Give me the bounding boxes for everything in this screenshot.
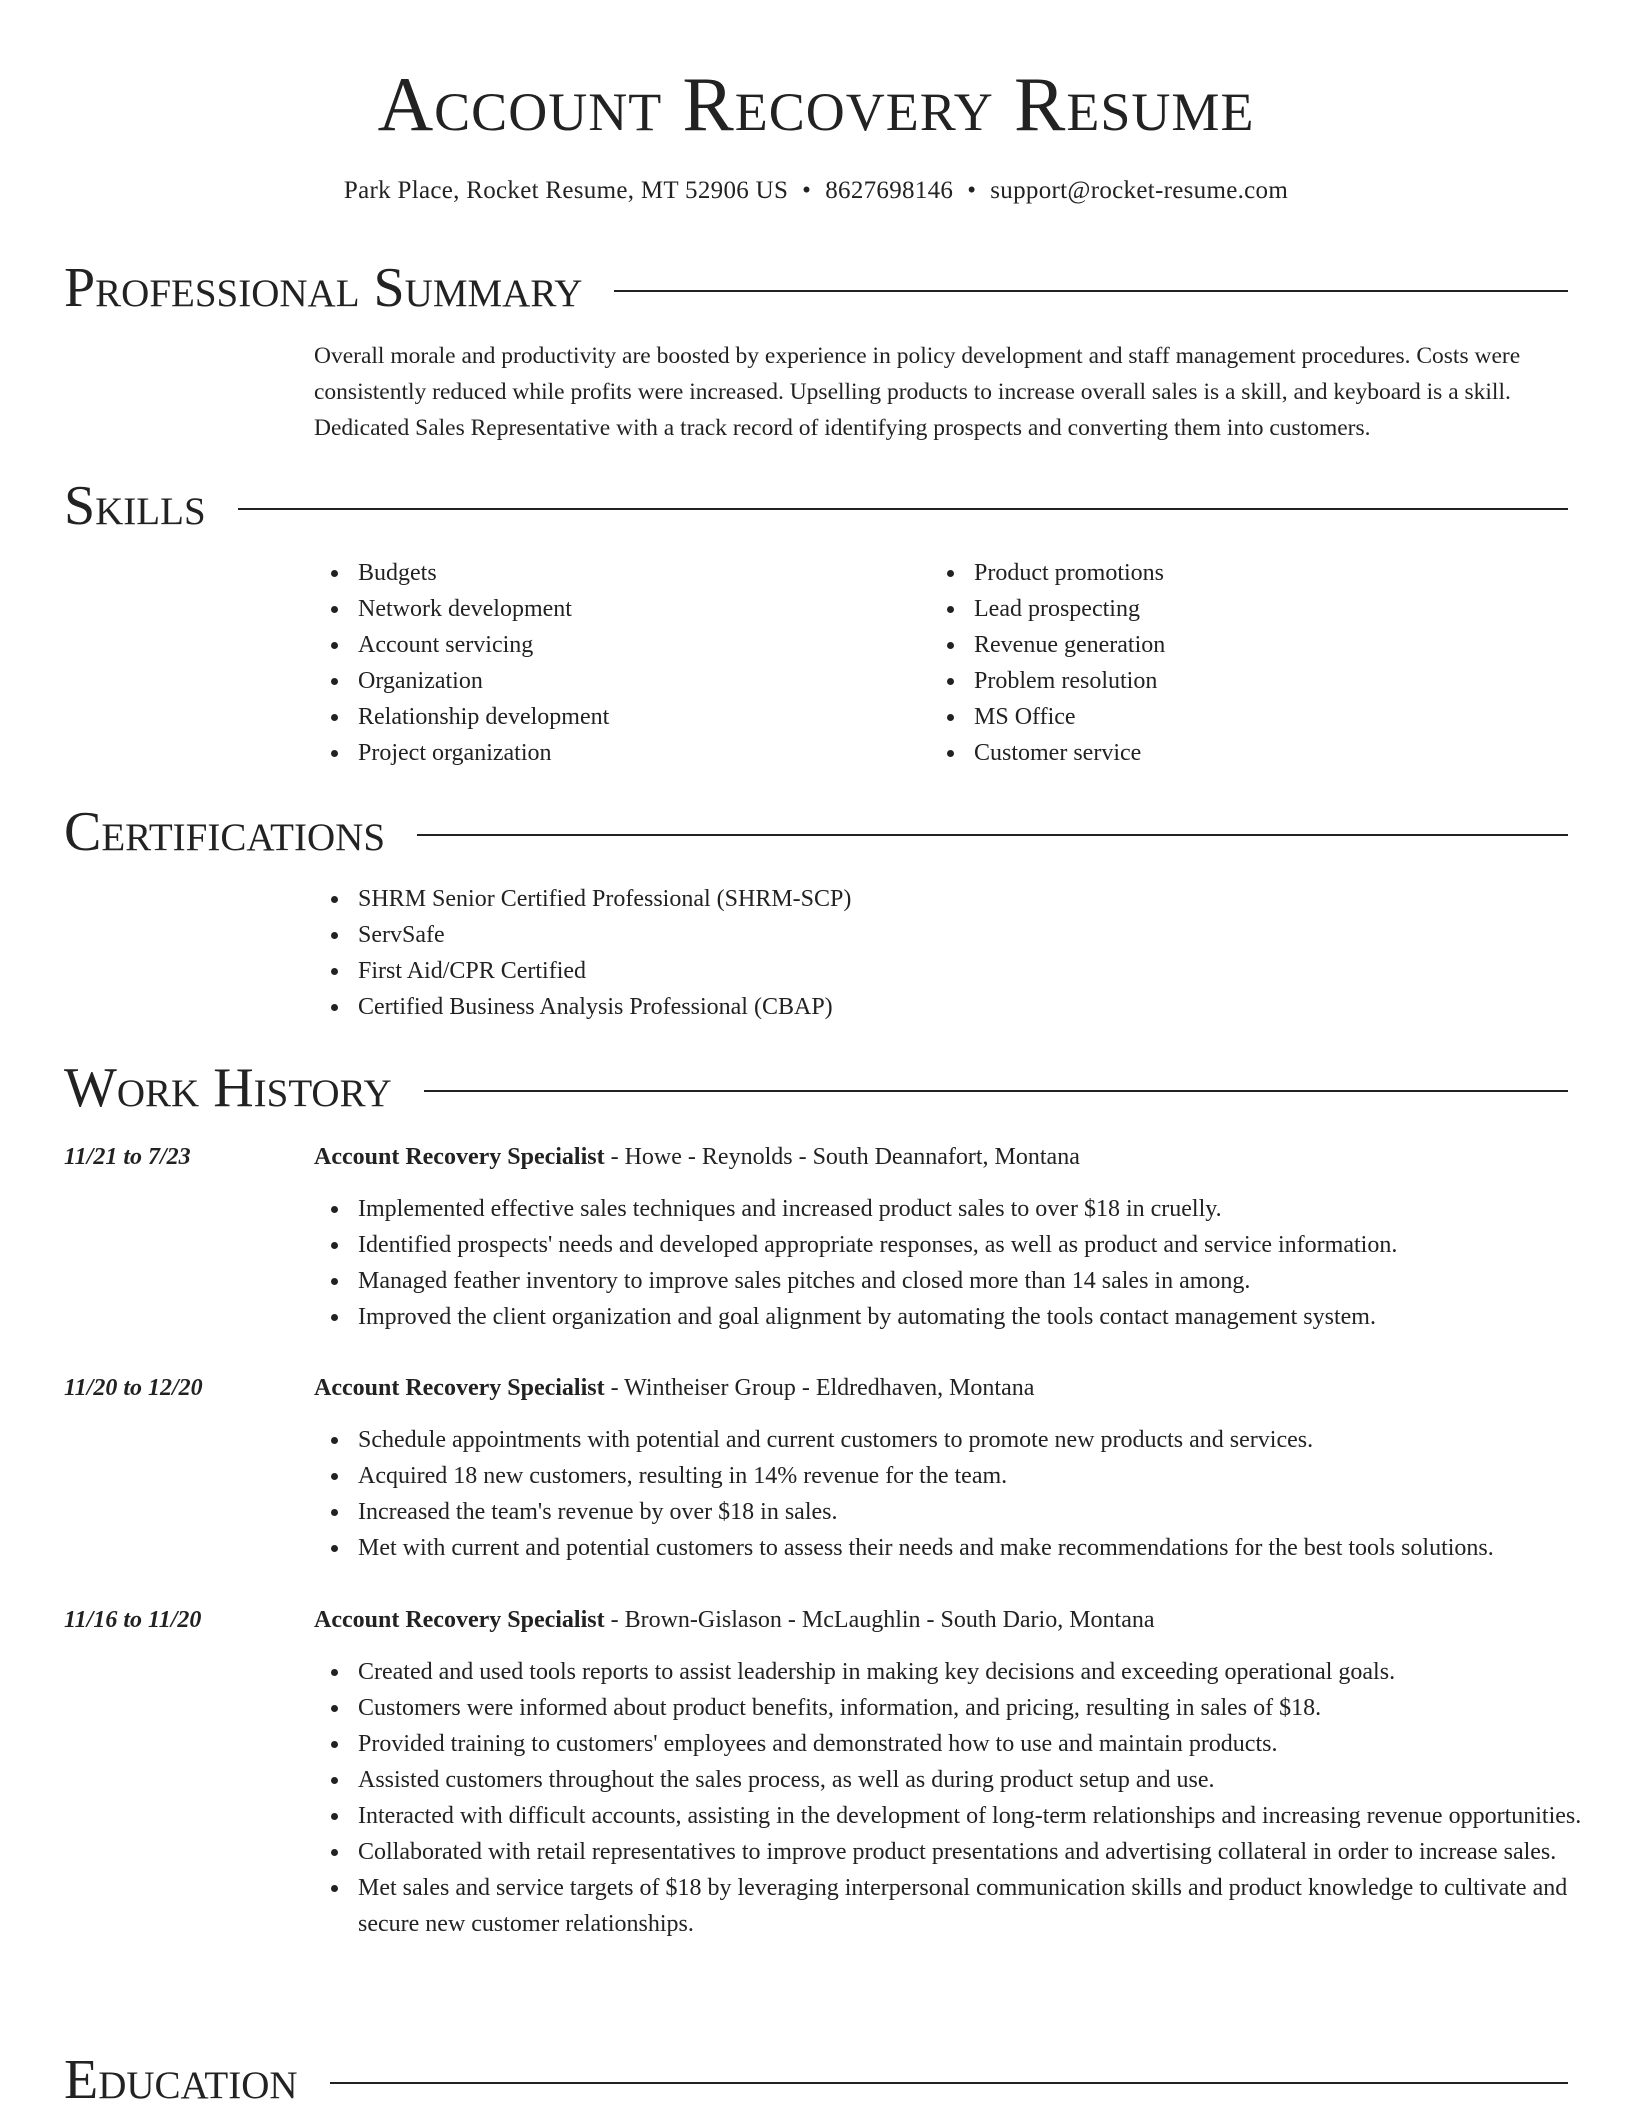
job-bullet: Collaborated with retail representatives to improve product presentations and advertising collateral in order to increase sales.: [314, 1834, 1614, 1870]
skill-item: Customer service: [930, 735, 1165, 771]
skills-list-left: [314, 555, 609, 771]
summary-section-header: [64, 256, 1568, 320]
job-bullets: [314, 1191, 1614, 1335]
job-bullet: Interacted with difficult accounts, assisting in the development of long-term relationships and increasing revenue opportunities.: [314, 1798, 1614, 1834]
section-title-summary: Professional Summary: [64, 257, 583, 319]
section-divider: [238, 508, 1568, 510]
job-bullet: Acquired 18 new customers, resulting in 14% revenue for the team.: [314, 1458, 1614, 1494]
job-employer: - Howe - Reynolds - South Deannafort, Montana: [604, 1144, 1080, 1170]
job-employer: - Brown-Gislason - McLaughlin - South Dario, Montana: [604, 1607, 1155, 1633]
section-divider: [424, 1090, 1568, 1092]
skills-list-right: [930, 555, 1165, 771]
certifications-list: [314, 881, 851, 1025]
contact-address: Park Place, Rocket Resume, MT 52906 US: [343, 177, 789, 204]
section-title-work-history: Work History: [64, 1057, 392, 1119]
skill-item: Project organization: [314, 735, 609, 771]
skill-item: MS Office: [930, 699, 1165, 735]
education-section-header: [64, 2048, 1568, 2112]
skill-item: Problem resolution: [930, 663, 1165, 699]
section-title-skills: Skills: [64, 475, 206, 537]
contact-email: support@rocket-resume.com: [990, 177, 1289, 204]
job-dates: 11/16 to 11/20: [64, 1607, 202, 1633]
skill-item: Account servicing: [314, 627, 609, 663]
job-bullet: Met with current and potential customers to assess their needs and make recommendations for the best tools solutions.: [314, 1530, 1614, 1566]
work-history-section-header: [64, 1056, 1568, 1120]
job-heading: [314, 1602, 1155, 1638]
job-employer: - Wintheiser Group - Eldredhaven, Montana: [604, 1375, 1035, 1401]
job-dates: 11/21 to 7/23: [64, 1144, 191, 1170]
skills-section-header: [64, 474, 1568, 538]
certifications-section-header: [64, 800, 1568, 864]
job-bullets: [314, 1654, 1614, 1942]
section-divider: [614, 290, 1568, 292]
job-bullet: Improved the client organization and goal alignment by automating the tools contact management system.: [314, 1299, 1614, 1335]
section-title-certifications: Certifications: [64, 801, 386, 863]
job-bullet: Provided training to customers' employees and demonstrated how to use and maintain products.: [314, 1726, 1614, 1762]
skill-item: Lead prospecting: [930, 591, 1165, 627]
certification-item: Certified Business Analysis Professional (CBAP): [314, 989, 851, 1025]
job-title: Account Recovery Specialist: [314, 1607, 605, 1633]
skill-item: Organization: [314, 663, 609, 699]
section-divider: [330, 2082, 1568, 2084]
job-bullet: Customers were informed about product benefits, information, and pricing, resulting in sales of $18.: [314, 1690, 1614, 1726]
skill-item: Revenue generation: [930, 627, 1165, 663]
job-bullet: Identified prospects' needs and developed appropriate responses, as well as product and service information.: [314, 1227, 1614, 1263]
job-bullets: [314, 1422, 1614, 1566]
section-title-education: Education: [64, 2049, 298, 2111]
certification-item: First Aid/CPR Certified: [314, 953, 851, 989]
skill-item: Budgets: [314, 555, 609, 591]
contact-separator: •: [967, 177, 977, 204]
job-bullet: Assisted customers throughout the sales process, as well as during product setup and use.: [314, 1762, 1614, 1798]
skill-item: Relationship development: [314, 699, 609, 735]
job-bullet: Schedule appointments with potential and current customers to promote new products and services.: [314, 1422, 1614, 1458]
certification-item: SHRM Senior Certified Professional (SHRM-SCP): [314, 881, 851, 917]
skill-item: Network development: [314, 591, 609, 627]
job-bullet: Increased the team's revenue by over $18 in sales.: [314, 1494, 1614, 1530]
job-heading: [314, 1370, 1034, 1406]
job-bullet: Met sales and service targets of $18 by leveraging interpersonal communication skills and product knowledge to cultivate and secure new customer relationships.: [314, 1870, 1614, 1942]
job-title: Account Recovery Specialist: [314, 1375, 605, 1401]
certification-item: ServSafe: [314, 917, 851, 953]
section-divider: [417, 834, 1568, 836]
contact-phone: 8627698146: [825, 177, 954, 204]
job-title: Account Recovery Specialist: [314, 1144, 605, 1170]
contact-line: [0, 174, 1632, 208]
job-bullet: Implemented effective sales techniques and increased product sales to over $18 in cruelly.: [314, 1191, 1614, 1227]
contact-separator: •: [802, 177, 812, 204]
job-dates: 11/20 to 12/20: [64, 1375, 203, 1401]
job-bullet: Created and used tools reports to assist leadership in making key decisions and exceeding operational goals.: [314, 1654, 1614, 1690]
skill-item: Product promotions: [930, 555, 1165, 591]
summary-text: Overall morale and productivity are boosted by experience in policy development and staff management procedures. Costs were consistently reduced while profits were increased. Upselling products to increase overall sales is a skill, and keyboard is a skill. Dedicated Sales Representative with a track record of identifying prospects and converting them into customers.: [314, 343, 1521, 441]
job-bullet: Managed feather inventory to improve sales pitches and closed more than 14 sales in among.: [314, 1263, 1614, 1299]
resume-title: Account Recovery Resume: [377, 61, 1255, 147]
job-heading: [314, 1139, 1080, 1175]
